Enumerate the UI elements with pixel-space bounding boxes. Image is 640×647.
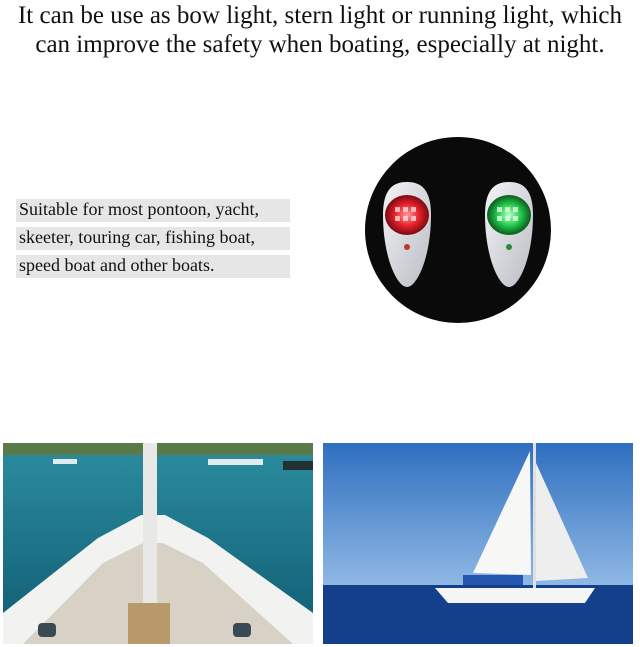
navigation-lights-image xyxy=(365,137,551,323)
sailboat-photo xyxy=(323,443,633,644)
green-light-icon xyxy=(485,182,533,287)
red-light-icon xyxy=(383,182,431,287)
yacht-bow-photo xyxy=(3,443,313,644)
suitability-line-2: skeeter, touring car, fishing boat, xyxy=(16,227,290,250)
headline-line-2: can improve the safety when boating, especially at night. xyxy=(35,31,605,58)
suitability-line-1: Suitable for most pontoon, yacht, xyxy=(16,199,290,222)
suitability-text xyxy=(16,199,290,283)
suitability-line-3: speed boat and other boats. xyxy=(16,255,290,278)
headline-line-1: It can be use as bow light, stern light or running light, which xyxy=(17,2,623,29)
headline xyxy=(0,1,640,59)
